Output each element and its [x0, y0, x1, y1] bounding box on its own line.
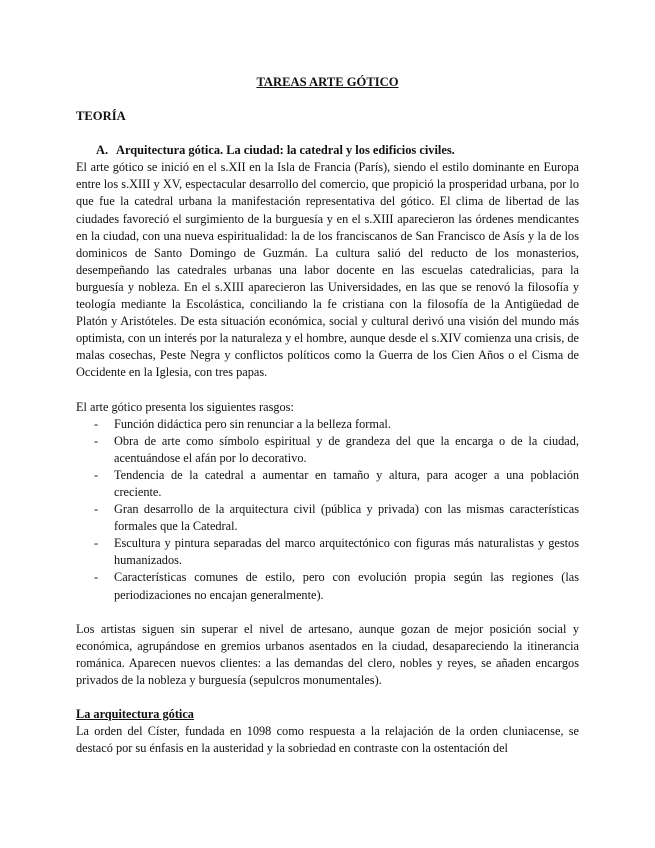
list-item: - Características comunes de estilo, pero con evolución propia según las regiones (las periodizaciones no encajan generalmente). — [94, 570, 579, 602]
list-item: - Escultura y pintura separadas del marco arquitectónico con figuras más naturalistas y gestos humanizados. — [94, 536, 579, 568]
section-heading-teoria: TEORÍA — [76, 109, 126, 124]
traits-intro: El arte gótico presenta los siguientes rasgos: — [76, 399, 294, 414]
bullet-dash: - — [94, 467, 99, 482]
paragraph-cister: La orden del Císter, fundada en 1098 como respuesta a la relajación de la orden cluniacense, se destacó por su énfasis en la austeridad y la sobriedad en contraste con la ostentación del — [76, 724, 579, 756]
subheading-text: Arquitectura gótica. La ciudad: la catedral y los edificios civiles. — [116, 143, 455, 158]
bullet-dash: - — [94, 502, 99, 517]
subheading-letter: A. — [96, 143, 109, 158]
document-title: TAREAS ARTE GÓTICO — [256, 75, 399, 89]
bullet-dash: - — [94, 536, 99, 551]
paragraph-intro: El arte gótico se inició en el s.XII en la Isla de Francia (París), siendo el estilo dominante en Europa entre los s.XIII y XV, espectacular desarrollo del comercio, que propició la prosperidad urbana, por lo que fue la catedral urbana la manifestación representativa del gótico. El clima de libertad de las ciudades favoreció el surgimiento de la burguesía y en el s.XIII aparecieron las órdenes mendicantes en la ciudad, con una nueva espiritualidad: la de los franciscanos de San Francisco de Asís y la de los dominicos de Santo Domingo de Guzmán. La cultura salió del reducto de los monasterios, desempeñando las catedrales urbanas una labor docente en las escuelas catedralicias, para la burguesía y nobleza. En el s.XIII aparecieron las Universidades, en las que se renovó la filosofía y teología mediante la Escolástica, conciliando la fe cristiana con la filosofía de la Antigüedad de Platón y Aristóteles. De esta situación económica, social y cultural derivó una visión del mundo más optimista, con un interés por la naturaleza y el hombre, aunque desde el s.XIV comienza una crisis, de malas cosechas, Peste Negra y conflictos políticos como la Guerra de los Cien Años o el Cisma de Occidente en la Iglesia, con tres papas. — [76, 160, 579, 380]
list-item: - Tendencia de la catedral a aumentar en tamaño y altura, para acoger a una población creciente. — [94, 467, 579, 499]
heading-arquitectura-gotica: La arquitectura gótica — [76, 707, 194, 721]
traits-list — [76, 416, 579, 604]
bullet-dash: - — [94, 433, 99, 448]
subheading-a — [76, 142, 579, 159]
list-item: - Gran desarrollo de la arquitectura civil (pública y privada) con las mismas características formales que la Catedral. — [94, 502, 579, 534]
list-item: - Función didáctica pero sin renunciar a la belleza formal. — [76, 416, 579, 433]
bullet-dash: - — [94, 570, 99, 585]
bullet-dash: - — [94, 416, 99, 431]
paragraph-artists: Los artistas siguen sin superar el nivel de artesano, aunque gozan de mejor posición social y económica, agrupándose en gremios urbanos asentados en la ciudad, desapareciendo la itinerancia románica. Aparecen nuevos clientes: a las demandas del clero, nobles y reyes, se añaden encargos privados de la nobleza y burguesía (sepulcros monumentales). — [76, 621, 579, 687]
document-page — [76, 74, 579, 757]
list-item: - Obra de arte como símbolo espiritual y de grandeza del que la encarga o de la ciudad, acentuándose el afán por lo decorativo. — [94, 433, 579, 465]
